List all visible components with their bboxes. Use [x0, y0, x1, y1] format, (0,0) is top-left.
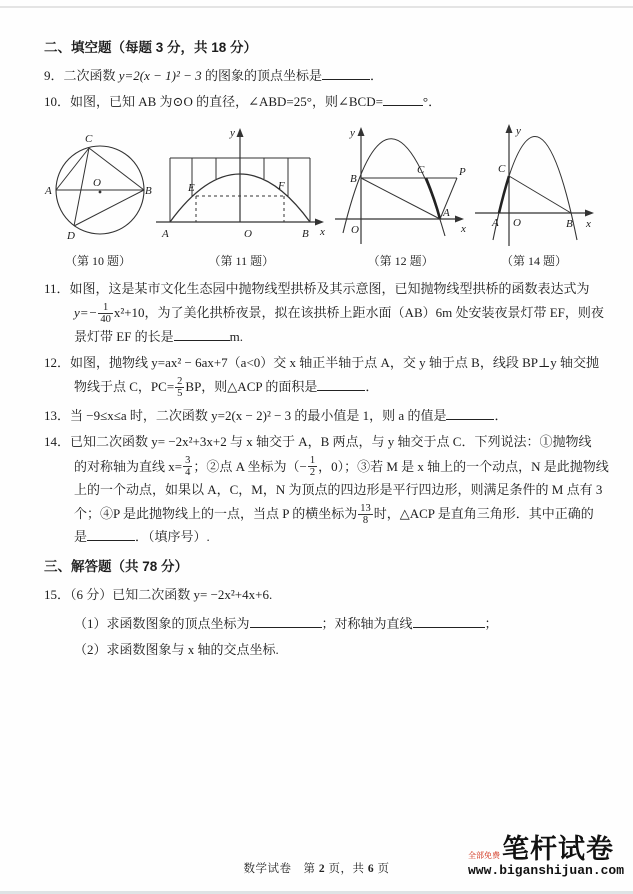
question-15 [44, 585, 597, 659]
q12-line1: 12．如图，抛物线 y=ax² − 6ax+7（a<0）交 x 轴正半轴于点 A，交 y 轴于点 B，线段 BP⊥y 轴交抛 [44, 354, 599, 370]
q11-fraction: $\frac{1}{40}$ [100, 302, 111, 326]
q14-fraction-1: $\frac{3}{4}$ [185, 455, 191, 479]
q12-line2 [44, 373, 597, 400]
label-C: C [497, 163, 506, 176]
q14-line5-lead: 是 [74, 529, 88, 545]
label-y-axis: y [230, 127, 236, 140]
watermark-brand: 笔杆试卷 [502, 834, 614, 864]
q10-text: 10．如图，已知 AB 为⊙O 的直径，∠ABD=25°，则∠BCD= [44, 94, 383, 110]
q15-sub1-mid: ；对称轴为直线 [321, 615, 413, 631]
q9-period: ． [369, 68, 383, 83]
q14-line5-tail: ．（填序号）. [135, 529, 210, 545]
q11-unit: m. [229, 328, 244, 344]
parabola-axes-diagram [471, 118, 597, 250]
figure-q14 [471, 118, 597, 269]
caption-q12: （第 12 题） [367, 254, 434, 269]
q14-line5 [44, 527, 597, 547]
footer-doc-title: 数学试卷 第 [243, 863, 319, 875]
q14-fraction-2: $\frac{1}{2}$ [309, 455, 316, 479]
parabola-triangle-diagram [331, 118, 471, 250]
q14-line4-tail: 时，△ACP 是直角三角形．其中正确的 [373, 506, 594, 522]
q15-line1: 15．（6 分）已知二次函数 y= −2x²+4x+6. [44, 587, 273, 603]
label-O: O [93, 177, 101, 190]
q12-line2-text: BP，则△ACP 的面积是 [185, 379, 318, 394]
q12-answer-blank [317, 377, 365, 391]
arch-bridge-diagram [152, 118, 330, 250]
label-A: A [45, 185, 52, 198]
q13-text: 13．当 −9≤x≤a 时，二次函数 y=2(x − 2)² − 3 的最小值是 1，则 a 的值是 [44, 408, 447, 424]
label-P: P [458, 166, 466, 179]
label-C: C [85, 133, 93, 146]
q12-period: ． [365, 379, 379, 394]
figure-q11 [152, 118, 330, 269]
label-x-axis: x [460, 223, 466, 236]
label-O: O [244, 228, 253, 241]
question-10 [44, 92, 597, 112]
q13-period: ． [494, 408, 508, 424]
q14-line1: 14．已知二次函数 y= −2x²+3x+2 与 x 轴交于 A，B 两点，与 y 轴交于点 C．下列说法：①抛物线 [44, 434, 592, 450]
label-B: B [302, 228, 310, 241]
q15-sub2: （2）求函数图象与 x 轴的交点坐标. [74, 641, 279, 657]
label-F: F [278, 180, 286, 193]
q10-answer-blank [383, 92, 423, 106]
q15-sub1-tail: ； [484, 615, 498, 631]
q9-tail: 的图象的顶点坐标是 [201, 68, 322, 83]
q12-line2-lead: 物线于点 C，PC= [74, 379, 175, 394]
watermark [468, 836, 633, 877]
footer-total-pages: 6 [367, 863, 375, 875]
footer-sep: 页，共 [325, 863, 368, 875]
label-A: A [491, 217, 499, 230]
q15-sub1 [44, 614, 597, 634]
question-11 [44, 279, 604, 347]
q15-axis-blank [413, 614, 485, 628]
q9-answer-blank [322, 66, 370, 80]
label-D: D [67, 230, 75, 243]
q9-formula: y=2(x − 1)² − 3 [118, 68, 202, 83]
label-B: B [565, 218, 573, 231]
question-14 [44, 432, 609, 547]
label-B: B [145, 185, 152, 198]
q14-line3: 上的一个动点，如果以 A，C，M，N 为顶点的四边形是平行四边形，则满足条件的 M 点有 3 [74, 481, 603, 497]
q14-line4 [44, 500, 597, 527]
q15-sub1-lead: （1）求函数图象的顶点坐标为 [74, 615, 250, 631]
q14-fraction-3: $\frac{13}{8}$ [360, 502, 371, 526]
q14-line4-lead: 个；④P 是此抛物线上的一点，当点 P 的横坐标为 [74, 506, 358, 522]
label-y-axis: y [515, 125, 521, 138]
q11-answer-blank [174, 327, 230, 341]
q9-lead: 9．二次函数 [44, 68, 119, 83]
label-A: A [442, 207, 450, 220]
figures-row [44, 118, 597, 269]
circle-diagram [44, 118, 152, 250]
question-13 [44, 406, 597, 426]
q14-answer-blank [87, 527, 135, 541]
q10-unit: °． [422, 94, 442, 110]
label-y-axis: y [349, 127, 355, 140]
q14-line2-tail: ，0）；③若 M 是 x 轴上的一个动点，N 是此抛物线 [318, 458, 609, 474]
q15-vertex-blank [250, 614, 322, 628]
q14-line2-mid: ；②点 A 坐标为（− [193, 458, 307, 474]
watermark-url: www.biganshijuan.com [468, 863, 625, 878]
label-x-axis: x [320, 226, 326, 239]
caption-q10: （第 10 题） [64, 254, 131, 269]
q11-line3 [44, 327, 597, 347]
label-C: C [416, 164, 424, 177]
q11-line2-text: x²+10，为了美化拱桥夜景，拟在该拱桥上距水面（AB）6m 处安装夜景灯带 EF，则夜 [113, 305, 604, 321]
q14-line2 [44, 453, 609, 480]
caption-q14: （第 14 题） [500, 254, 567, 269]
watermark-tagline: 全部免费 [468, 851, 500, 861]
label-O: O [512, 217, 521, 230]
page-top-edge [0, 6, 633, 8]
label-B: B [349, 173, 357, 186]
caption-q11: （第 11 题） [208, 254, 275, 269]
q11-formula-lead: y=− [74, 305, 98, 321]
label-x-axis: x [585, 218, 591, 231]
question-12 [44, 353, 597, 400]
q11-line1: 11．如图，这是某市文化生态园中抛物线型拱桥及其示意图，已知抛物线型拱桥的函数表达式为 [44, 281, 590, 297]
watermark-brand-row [468, 836, 633, 863]
label-E: E [188, 182, 196, 195]
footer-tail: 页 [374, 863, 390, 875]
q14-line2-lead: 的对称轴为直线 x= [74, 458, 183, 474]
label-O: O [350, 224, 359, 237]
q13-answer-blank [446, 406, 494, 420]
figure-q10 [44, 118, 152, 269]
q12-fraction: $\frac{2}{5}$ [177, 375, 183, 399]
label-A: A [162, 228, 170, 241]
footer-page-number: 2 [318, 863, 326, 875]
section-fill-title: 二、填空题（每题 3 分，共 18 分） [44, 40, 258, 55]
question-9 [44, 66, 597, 86]
figure-q12 [331, 118, 471, 269]
page-content [44, 38, 609, 666]
q11-line3-text: 景灯带 EF 的长是 [74, 328, 174, 344]
q11-line2 [44, 299, 604, 326]
section-answer-title: 三、解答题（共 78 分） [44, 559, 189, 575]
